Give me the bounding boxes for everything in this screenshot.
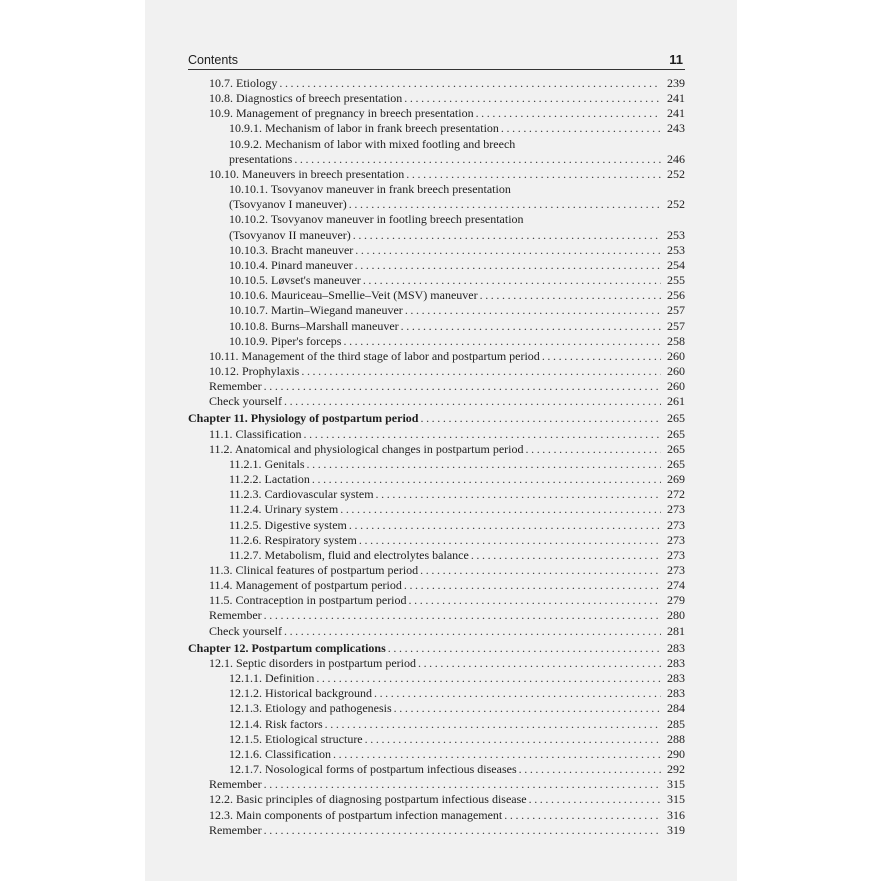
toc-page-number: 283 bbox=[667, 671, 685, 686]
toc-entry-row bbox=[188, 91, 685, 106]
toc-page-number: 257 bbox=[667, 303, 685, 318]
toc-entry-row bbox=[188, 624, 685, 639]
toc-entry-row bbox=[188, 472, 685, 487]
toc-entry-row bbox=[188, 808, 685, 823]
toc-entry-row bbox=[188, 457, 685, 472]
dot-leader bbox=[394, 701, 661, 716]
dot-leader bbox=[526, 442, 662, 457]
toc-entry-title: 11.2.5. Digestive system bbox=[229, 517, 347, 532]
toc-entry-row bbox=[188, 823, 685, 838]
toc-page-number: 241 bbox=[667, 106, 685, 121]
dot-leader bbox=[355, 258, 661, 273]
toc-entry-title: 12.1.3. Etiology and pathogenesis bbox=[229, 701, 392, 716]
dot-leader bbox=[480, 288, 661, 303]
toc-entry-row bbox=[188, 487, 685, 502]
toc-entry-title: 12.1.2. Historical background bbox=[229, 686, 372, 701]
toc-page-number: 273 bbox=[667, 563, 685, 577]
toc-page-number: 283 bbox=[667, 655, 685, 670]
toc-page-number: 258 bbox=[667, 333, 685, 348]
toc-entry-row bbox=[188, 518, 685, 533]
dot-leader bbox=[420, 411, 661, 426]
toc-entry-title: 10.8. Diagnostics of breech presentation bbox=[209, 91, 403, 106]
toc-page-number: 265 bbox=[667, 426, 685, 441]
toc-page-number: 243 bbox=[667, 121, 685, 136]
toc-entry-title: 12.1.6. Classification bbox=[229, 746, 331, 761]
table-of-contents bbox=[188, 76, 685, 838]
dot-leader bbox=[501, 121, 661, 136]
dot-leader bbox=[264, 823, 661, 838]
toc-entry-row bbox=[188, 686, 685, 701]
toc-entry-title: 10.10.7. Martin–Wiegand maneuver bbox=[229, 303, 403, 318]
toc-entry-title: (Tsovyanov I maneuver) bbox=[229, 197, 347, 212]
dot-leader bbox=[359, 533, 661, 548]
dot-leader bbox=[476, 106, 661, 121]
toc-page-number: 254 bbox=[667, 257, 685, 272]
toc-page-number: 255 bbox=[667, 273, 685, 288]
toc-entry-row bbox=[188, 747, 685, 762]
toc-entry-title: 12.1. Septic disorders in postpartum period bbox=[209, 655, 416, 670]
toc-entry-title: 11.1. Classification bbox=[209, 426, 302, 441]
toc-entry-row bbox=[188, 578, 685, 593]
dot-leader bbox=[471, 548, 661, 563]
toc-entry-row bbox=[188, 243, 685, 258]
toc-page-number: 288 bbox=[667, 731, 685, 746]
dot-leader bbox=[340, 502, 661, 517]
toc-entry-row bbox=[188, 792, 685, 807]
toc-entry-title: 11.5. Contraception in postpartum period bbox=[209, 593, 407, 608]
toc-page-number: 285 bbox=[667, 716, 685, 731]
dot-leader bbox=[409, 593, 661, 608]
toc-entry-row bbox=[188, 608, 685, 623]
dot-leader bbox=[264, 608, 661, 623]
dot-leader bbox=[349, 197, 661, 212]
toc-entry-row bbox=[188, 349, 685, 364]
toc-entry-title: 12.1.1. Definition bbox=[229, 671, 315, 686]
toc-entry-row bbox=[188, 319, 685, 334]
toc-entry-title: 11.2.3. Cardiovascular system bbox=[229, 487, 374, 502]
toc-entry-row bbox=[188, 303, 685, 318]
toc-page-number: 316 bbox=[667, 807, 685, 822]
toc-entry-title: 10.10.5. Løvset's maneuver bbox=[229, 273, 361, 288]
toc-entry-title: 12.3. Main components of postpartum infection management bbox=[209, 807, 503, 822]
toc-entry-row bbox=[188, 563, 685, 578]
toc-page-number: 260 bbox=[667, 363, 685, 378]
toc-entry-row bbox=[188, 228, 685, 243]
toc-entry-row bbox=[188, 502, 685, 517]
toc-page-number: 256 bbox=[667, 288, 685, 303]
toc-entry-title: 12.1.5. Etiological structure bbox=[229, 731, 363, 746]
dot-leader bbox=[355, 243, 661, 258]
toc-page-number: 239 bbox=[667, 76, 685, 90]
dot-leader bbox=[264, 379, 661, 394]
dot-leader bbox=[418, 656, 661, 671]
toc-entry-title: 10.10.9. Piper's forceps bbox=[229, 333, 342, 348]
toc-entry-row bbox=[188, 732, 685, 747]
dot-leader bbox=[420, 563, 661, 578]
toc-entry-title: 10.9.2. Mechanism of labor with mixed footling and breech bbox=[229, 136, 516, 151]
toc-entry-title: Remember bbox=[209, 777, 262, 792]
toc-page-number: 269 bbox=[667, 472, 685, 487]
dot-leader bbox=[365, 732, 661, 747]
dot-leader bbox=[343, 334, 661, 349]
dot-leader bbox=[542, 349, 661, 364]
toc-page-number: 252 bbox=[667, 197, 685, 212]
toc-page-number: 284 bbox=[667, 701, 685, 716]
toc-page-number: 265 bbox=[667, 456, 685, 471]
dot-leader bbox=[363, 273, 661, 288]
toc-entry-row bbox=[188, 106, 685, 121]
toc-page-number: 257 bbox=[667, 318, 685, 333]
toc-page-number: 279 bbox=[667, 593, 685, 608]
toc-entry-title: 11.2.2. Lactation bbox=[229, 472, 310, 487]
toc-page-number: 241 bbox=[667, 91, 685, 106]
toc-entry-row bbox=[188, 394, 685, 409]
toc-page-number: 315 bbox=[667, 792, 685, 807]
toc-page-number: 292 bbox=[667, 762, 685, 777]
toc-entry-title: Remember bbox=[209, 822, 262, 837]
dot-leader bbox=[404, 91, 661, 106]
dot-leader bbox=[404, 578, 661, 593]
dot-leader bbox=[316, 671, 661, 686]
toc-entry-row bbox=[188, 442, 685, 457]
toc-page-number: 283 bbox=[667, 640, 685, 655]
toc-chapter-row bbox=[188, 641, 685, 656]
dot-leader bbox=[401, 319, 661, 334]
toc-page-number: 319 bbox=[667, 822, 685, 837]
toc-entry-row bbox=[188, 717, 685, 732]
toc-entry-title: 11.2.7. Metabolism, fluid and electrolytes balance bbox=[229, 547, 469, 562]
toc-entry-title: 10.11. Management of the third stage of labor and postpartum period bbox=[209, 348, 540, 363]
dot-leader bbox=[307, 457, 661, 472]
toc-entry-title: 11.2.4. Urinary system bbox=[229, 502, 339, 517]
toc-page-number: 273 bbox=[667, 502, 685, 517]
toc-entry-row bbox=[188, 762, 685, 777]
dot-leader bbox=[388, 641, 661, 656]
toc-entry-row bbox=[188, 593, 685, 608]
dot-leader bbox=[406, 167, 661, 182]
toc-entry-title: 11.4. Management of postpartum period bbox=[209, 578, 402, 593]
toc-page-number: 290 bbox=[667, 746, 685, 761]
toc-entry-row bbox=[188, 777, 685, 792]
dot-leader bbox=[529, 792, 661, 807]
toc-entry-row bbox=[188, 548, 685, 563]
toc-page-number: 274 bbox=[667, 578, 685, 593]
dot-leader bbox=[312, 472, 661, 487]
dot-leader bbox=[325, 717, 661, 732]
toc-entry-title: 12.1.7. Nosological forms of postpartum infectious diseases bbox=[229, 762, 517, 777]
dot-leader bbox=[264, 777, 661, 792]
toc-entry-title: Remember bbox=[209, 608, 262, 623]
toc-entry-row bbox=[188, 427, 685, 442]
toc-entry-title: 10.12. Prophylaxis bbox=[209, 363, 300, 378]
toc-page-number: 280 bbox=[667, 608, 685, 623]
toc-page-number: 273 bbox=[667, 547, 685, 562]
toc-entry-title: Remember bbox=[209, 379, 262, 394]
dot-leader bbox=[353, 228, 661, 243]
toc-page-number: 315 bbox=[667, 777, 685, 792]
toc-entry-title: 12.2. Basic principles of diagnosing postpartum infectious disease bbox=[209, 792, 527, 807]
dot-leader bbox=[294, 152, 661, 167]
toc-page-number: 260 bbox=[667, 379, 685, 394]
toc-entry-row bbox=[188, 76, 685, 91]
toc-entry-row bbox=[188, 197, 685, 212]
toc-entry-title: 11.2.1. Genitals bbox=[229, 456, 305, 471]
toc-entry-title: 11.2.6. Respiratory system bbox=[229, 532, 357, 547]
toc-chapter-row bbox=[188, 411, 685, 426]
toc-page-number: 272 bbox=[667, 487, 685, 502]
toc-entry-title: 10.10.4. Pinard maneuver bbox=[229, 257, 353, 272]
page-number: 11 bbox=[669, 52, 683, 67]
toc-entry-row bbox=[188, 364, 685, 379]
toc-entry-title: 10.9. Management of pregnancy in breech presentation bbox=[209, 106, 474, 121]
toc-entry-title: 11.2. Anatomical and physiological changes in postpartum period bbox=[209, 441, 524, 456]
toc-entry-row bbox=[188, 671, 685, 686]
toc-entry-title: 11.3. Clinical features of postpartum period bbox=[209, 563, 419, 577]
toc-entry-title: 10.10.3. Bracht maneuver bbox=[229, 242, 354, 257]
toc-entry-title: 10.10.8. Burns–Marshall maneuver bbox=[229, 318, 399, 333]
toc-entry-title: presentations bbox=[229, 151, 293, 166]
dot-leader bbox=[304, 427, 661, 442]
toc-page-number: 281 bbox=[667, 623, 685, 638]
toc-entry-title: Chapter 12. Postpartum complications bbox=[188, 640, 386, 655]
dot-leader bbox=[349, 518, 661, 533]
toc-entry-title: 10.7. Etiology bbox=[209, 76, 278, 90]
toc-entry-row bbox=[188, 656, 685, 671]
toc-entry-row bbox=[188, 258, 685, 273]
toc-entry-title: Check yourself bbox=[209, 623, 282, 638]
toc-page-number: 252 bbox=[667, 166, 685, 181]
dot-leader bbox=[301, 364, 661, 379]
dot-leader bbox=[405, 303, 661, 318]
toc-page-number: 265 bbox=[667, 441, 685, 456]
toc-page-number: 273 bbox=[667, 517, 685, 532]
toc-entry-title: 10.10.2. Tsovyanov maneuver in footling breech presentation bbox=[229, 212, 524, 227]
toc-page-number: 253 bbox=[667, 227, 685, 242]
toc-entry-row bbox=[188, 152, 685, 167]
toc-entry-title: 12.1.4. Risk factors bbox=[229, 716, 323, 731]
dot-leader bbox=[333, 747, 661, 762]
dot-leader bbox=[504, 808, 661, 823]
toc-entry-title: 10.10. Maneuvers in breech presentation bbox=[209, 166, 405, 181]
toc-entry-title: 10.10.1. Tsovyanov maneuver in frank breech presentation bbox=[229, 182, 511, 197]
page-header bbox=[188, 52, 685, 70]
dot-leader bbox=[376, 487, 661, 502]
toc-entry-row bbox=[188, 701, 685, 716]
toc-entry-row bbox=[188, 121, 685, 136]
toc-page-number: 283 bbox=[667, 686, 685, 701]
toc-page-number: 246 bbox=[667, 151, 685, 166]
toc-entry-title: Check yourself bbox=[209, 394, 282, 409]
toc-page-number: 260 bbox=[667, 348, 685, 363]
toc-entry-title: (Tsovyanov II maneuver) bbox=[229, 227, 351, 242]
toc-page-number: 253 bbox=[667, 242, 685, 257]
toc-entry-title: 10.10.6. Mauriceau–Smellie–Veit (MSV) maneuver bbox=[229, 288, 478, 303]
toc-entry-title: Chapter 11. Physiology of postpartum period bbox=[188, 411, 419, 426]
toc-page-number: 273 bbox=[667, 532, 685, 547]
dot-leader bbox=[519, 762, 661, 777]
dot-leader bbox=[279, 76, 661, 91]
toc-entry-row bbox=[188, 533, 685, 548]
toc-entry-row bbox=[188, 273, 685, 288]
dot-leader bbox=[284, 624, 661, 639]
toc-page-number: 261 bbox=[667, 394, 685, 409]
dot-leader bbox=[284, 394, 661, 409]
running-title: Contents bbox=[188, 53, 239, 67]
toc-page-number: 265 bbox=[667, 411, 685, 426]
toc-entry-row bbox=[188, 167, 685, 182]
toc-entry-title: 10.9.1. Mechanism of labor in frank breech presentation bbox=[229, 121, 499, 136]
toc-entry-row bbox=[188, 288, 685, 303]
toc-entry-row bbox=[188, 334, 685, 349]
dot-leader bbox=[374, 686, 661, 701]
toc-entry-row bbox=[188, 379, 685, 394]
